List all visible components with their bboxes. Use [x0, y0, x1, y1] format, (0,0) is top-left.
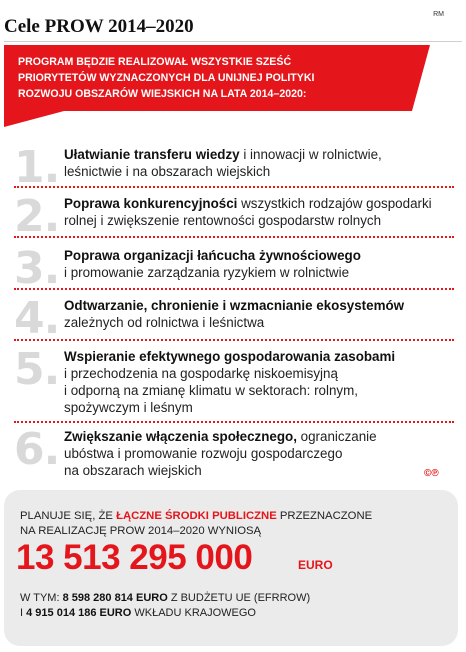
total-amount: 13 513 295 000	[16, 538, 253, 577]
banner-tail	[4, 111, 64, 127]
priority-text-line: i odporną na zmianę klimatu w sektorach: rolnym,	[64, 383, 358, 398]
summary-intro-accent: ŁĄCZNE ŚRODKI PUBLICZNE	[116, 510, 277, 522]
priority-number: 6.	[14, 424, 60, 475]
priority-text-line: zależnych od rolnictwa i leśnictwa	[64, 315, 265, 330]
priority-title: Poprawa organizacji łańcucha żywnościowego	[64, 248, 361, 263]
banner-arrow-right	[412, 45, 430, 111]
divider	[14, 339, 454, 341]
priority-number: 4.	[14, 293, 60, 344]
priority-text	[64, 195, 454, 229]
detail-national-prefix: I	[20, 607, 27, 619]
priority-text	[64, 297, 454, 331]
corner-tag: RM	[433, 11, 444, 18]
priority-title: Odtwarzanie, chronienie i wzmacnianie ekosystemów	[64, 298, 405, 313]
detail-eu-budget	[20, 591, 440, 606]
title-rule	[4, 41, 462, 42]
summary-intro-line-2: NA REALIZACJĘ PROW 2014–2020 WYNIOSĄ	[20, 525, 262, 537]
copyright-mark: ©℗	[424, 468, 439, 479]
divider	[14, 186, 454, 188]
banner-text	[18, 54, 408, 102]
priority-text	[64, 348, 454, 416]
detail-eu-suffix: Z BUDŻETU UE (EFRROW)	[167, 592, 311, 604]
priority-title: Ułatwianie transferu wiedzy	[64, 147, 240, 162]
priority-number: 3.	[14, 243, 60, 294]
detail-national	[20, 606, 440, 621]
divider	[14, 288, 454, 290]
divider	[14, 421, 454, 423]
summary-intro-before: PLANUJE SIĘ, ŻE	[20, 510, 117, 522]
priority-number: 5.	[14, 344, 60, 395]
summary-intro	[20, 509, 440, 524]
priority-text-rest: i innowacji w rolnictwie,	[239, 147, 382, 162]
priority-text-line: ubóstwa i promowanie rozwoju gospodarczego	[64, 446, 343, 461]
total-amount-unit: EURO	[298, 558, 333, 572]
priority-number: 2.	[14, 191, 60, 242]
page-title: Cele PROW 2014–2020	[4, 16, 194, 37]
priority-text	[64, 247, 454, 281]
priority-text-line: spożywczym i leśnym	[64, 400, 193, 415]
priority-text-rest: wszystkich rodzajów gospodarki	[237, 196, 432, 211]
summary-intro-after: PRZEZNACZONE	[276, 510, 373, 522]
detail-national-suffix: WKŁADU KRAJOWEGO	[131, 607, 256, 619]
priority-text-rest: ograniczanie	[296, 429, 377, 444]
priority-text	[64, 428, 454, 479]
priority-title: Poprawa konkurencyjności	[64, 196, 238, 211]
priority-text-line: na obszarach wiejskich	[64, 463, 202, 478]
detail-national-value: 4 915 014 186 EURO	[26, 607, 132, 619]
priority-title: Zwiększanie włączenia społecznego,	[64, 429, 297, 444]
banner-line-2: PRIORYTETÓW WYZNACZONYCH DLA UNIJNEJ POLITYKI	[18, 72, 315, 84]
banner-line-1: PROGRAM BĘDZIE REALIZOWAŁ WSZYSTKIE SZEŚĆ	[18, 56, 292, 68]
detail-eu-prefix: W TYM:	[20, 592, 63, 604]
priority-text-line: leśnictwie i na obszarach wiejskich	[64, 164, 271, 179]
divider	[14, 236, 454, 238]
priority-text	[64, 146, 454, 180]
priority-text-line: rolnej i zwiększenie rentowności gospodarstw rolnych	[64, 213, 382, 228]
priority-text-line: i przechodzenia na gospodarkę niskoemisyjną	[64, 366, 338, 381]
priority-title: Wspieranie efektywnego gospodarowania zasobami	[64, 349, 396, 364]
priority-text-line: i promowanie zarządzania ryzykiem w rolnictwie	[64, 265, 350, 280]
detail-eu-value: 8 598 280 814 EURO	[62, 592, 168, 604]
banner-line-3: ROZWOJU OBSZARÓW WIEJSKICH NA LATA 2014–2020:	[18, 88, 307, 100]
priority-number: 1.	[14, 142, 60, 193]
